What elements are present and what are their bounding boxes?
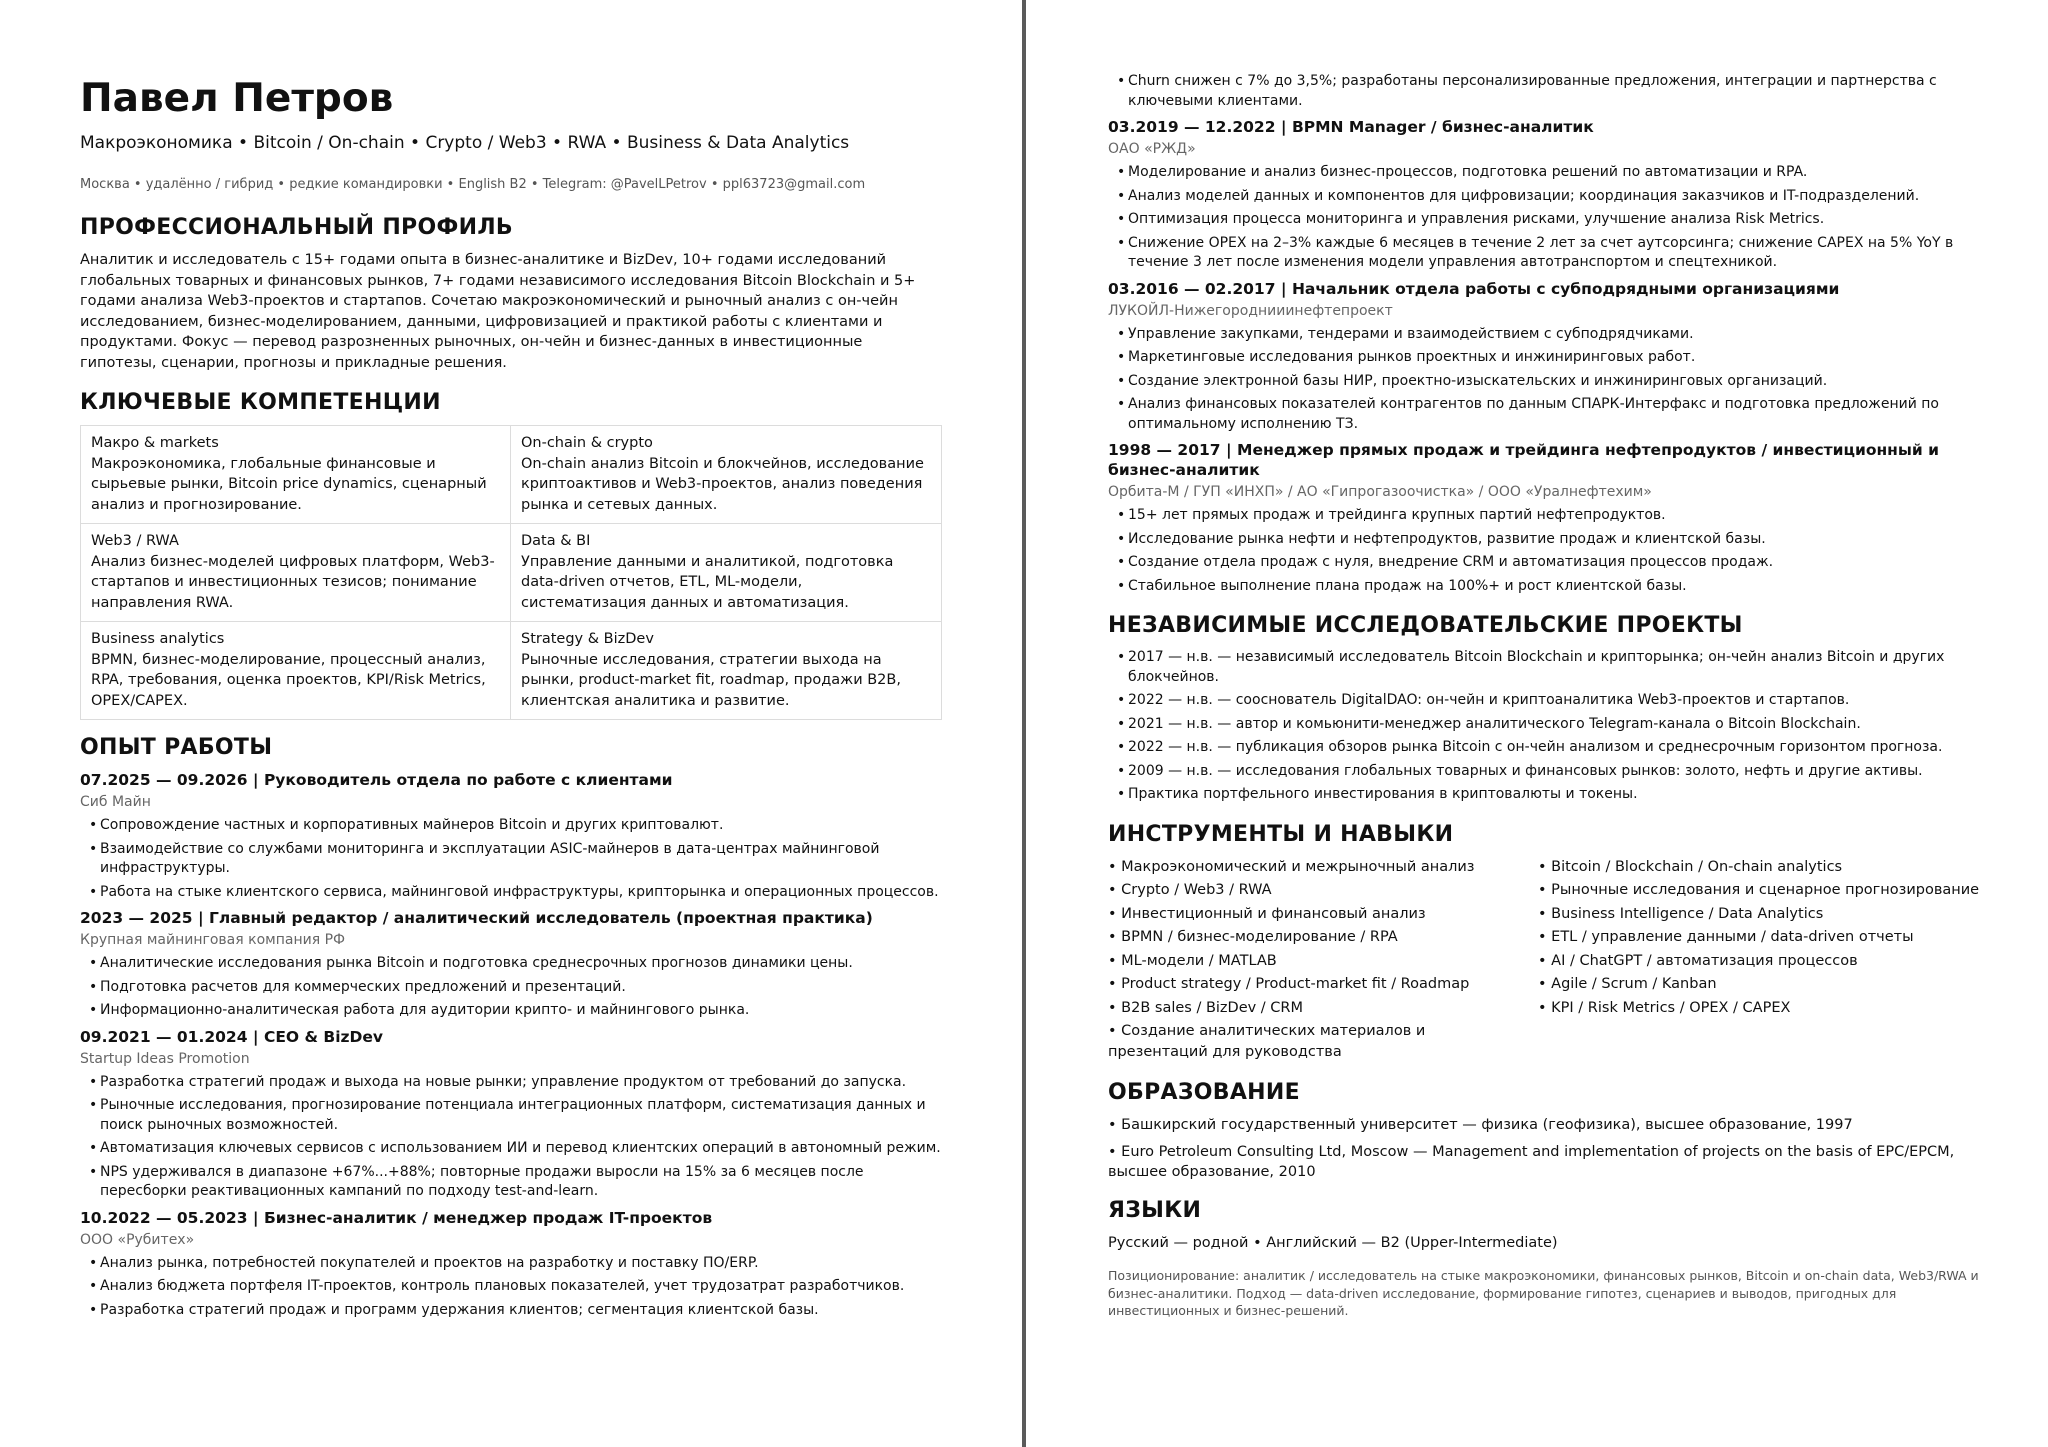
list-item: • Работа на стыке клиентского сервиса, майнинговой инфраструктуры, крипторынка и операционных процессов. (80, 883, 942, 903)
job-entry (80, 1027, 942, 1202)
competency-title: Strategy & BizDev (521, 631, 654, 647)
job-bullets-continued (1108, 72, 1996, 111)
right-page (1028, 0, 2048, 1447)
skill-item: • Bitcoin / Blockchain / On-chain analytics (1538, 858, 1843, 875)
job-title: 07.2025 — 09.2026 | Руководитель отдела по работе с клиентами (80, 771, 673, 789)
list-item: • Стабильное выполнение плана продаж на 100%+ и рост клиентской базы. (1108, 577, 1996, 597)
competency-title: Web3 / RWA (91, 533, 179, 549)
job-bullets (80, 1073, 942, 1202)
list-item: • 2021 — н.в. — автор и комьюнити-менеджер аналитического Telegram-канала о Bitcoin Blockchain. (1108, 715, 1996, 735)
competency-text: Управление данными и аналитикой, подготовка data-driven отчетов, ETL, ML-модели, систематизация данных и автоматизация. (521, 553, 894, 611)
competency-text: BPMN, бизнес-моделирование, процессный анализ, RPA, требования, оценка проектов, KPI/Risk Metrics, OPEX/CAPEX. (91, 651, 486, 709)
job-company: ОАО «РЖД» (1108, 141, 1196, 157)
job-bullets (1108, 325, 1996, 435)
experience-heading: ОПЫТ РАБОТЫ (80, 735, 273, 760)
list-item: • Моделирование и анализ бизнес-процессов, подготовка решений по автоматизации и RPA. (1108, 163, 1996, 183)
education-heading: ОБРАЗОВАНИЕ (1108, 1080, 1300, 1105)
languages-heading: ЯЗЫКИ (1108, 1197, 1202, 1223)
skill-item: • Рыночные исследования и сценарное прогнозирование (1538, 882, 1980, 898)
projects-list (1108, 648, 1996, 805)
skill-item: • Agile / Scrum / Kanban (1538, 976, 1717, 992)
list-item: • Рыночные исследования, прогнозирование потенциала интеграционных платформ, систематизация данных и поиск рыночных возможностей. (80, 1096, 942, 1135)
job-bullets (80, 816, 942, 902)
list-item: • Сопровождение частных и корпоративных майнеров Bitcoin и других криптовалют. (80, 816, 942, 836)
contact-line: Москва • удалённо / гибрид • редкие командировки • English B2 • Telegram: @PavelLPetrov • ppl63723@gmail.com (80, 177, 866, 192)
job-bullets (80, 954, 942, 1021)
skill-item: • Макроэкономический и межрыночный анализ (1108, 858, 1475, 875)
list-item: • Управление закупками, тендерами и взаимодействием с субподрядчиками. (1108, 325, 1996, 345)
competency-title: On-chain & crypto (521, 435, 653, 451)
projects-heading: НЕЗАВИСИМЫЕ ИССЛЕДОВАТЕЛЬСКИЕ ПРОЕКТЫ (1108, 613, 1743, 638)
tools-heading: ИНСТРУМЕНТЫ И НАВЫКИ (1108, 821, 1454, 847)
list-item: • Оптимизация процесса мониторинга и управления рисками, улучшение анализа Risk Metrics. (1108, 210, 1996, 230)
list-item: • Снижение OPEX на 2–3% каждые 6 месяцев в течение 2 лет за счет аутсорсинга; снижение CAPEX на 5% YoY в течение 3 лет после изменения модели управления автотранспортом и спецтехникой. (1108, 234, 1996, 273)
page-divider (1022, 0, 1026, 1447)
list-item: • Маркетинговые исследования рынков проектных и инжиниринговых работ. (1108, 348, 1996, 368)
list-item: • Аналитические исследования рынка Bitcoin и подготовка среднесрочных прогнозов динамики цены. (80, 954, 942, 974)
list-item: • 2017 — н.в. — независимый исследователь Bitcoin Blockchain и крипторынка; он-чейн анализ Bitcoin и других блокчейнов. (1108, 648, 1996, 687)
competency-cell (81, 622, 511, 719)
list-item: • Анализ бюджета портфеля IT-проектов, контроль плановых показателей, учет трудозатрат разработчиков. (80, 1277, 942, 1297)
skill-item: • Business Intelligence / Data Analytics (1538, 905, 1824, 922)
list-item: • 15+ лет прямых продаж и трейдинга крупных партий нефтепродуктов. (1108, 506, 1996, 526)
job-title: 1998 — 2017 | Менеджер прямых продаж и трейдинга нефтепродуктов / инвестиционный и бизнес-аналитик (1108, 441, 1940, 479)
skill-item: • ETL / управление данными / data-driven отчеты (1538, 929, 1914, 945)
competencies-table (80, 425, 942, 720)
list-item: • Взаимодействие со службами мониторинга и эксплуатации ASIC-майнеров в дата-центрах майнинговой инфраструктуры. (80, 840, 942, 879)
competencies-heading: КЛЮЧЕВЫЕ КОМПЕТЕНЦИИ (80, 390, 441, 415)
list-item: • Создание отдела продаж с нуля, внедрение CRM и автоматизация процессов продаж. (1108, 553, 1996, 573)
list-item: • 2009 — н.в. — исследования глобальных товарных и финансовых рынков: золото, нефть и другие активы. (1108, 762, 1996, 782)
candidate-name: Павел Петров (80, 76, 394, 121)
competency-text: Анализ бизнес-моделей цифровых платформ, Web3-стартапов и инвестиционных тезисов; понимание направления RWA. (91, 553, 495, 611)
list-item: • Практика портфельного инвестирования в криптовалюты и токены. (1108, 785, 1996, 805)
tools-grid (1108, 857, 1996, 1066)
competency-cell (511, 426, 941, 524)
profile-text: Аналитик и исследователь с 15+ годами опыта в бизнес-аналитике и BizDev, 10+ годами исследований глобальных товарных и финансовых рынков, 7+ годами независимого исследования Bitcoin Blockchain и 5+ годами анализа Web3-проектов и стартапов. Сочетаю макроэкономический и рыночный анализ с он-чейн исследованием, бизнес-моделированием, данными, цифровизацией и практикой работы с клиентами и продуктами. Фокус — перевод разрозненных рыночных, он-чейн и бизнес-данных в инвестиционные гипотезы, сценарии, прогнозы и прикладные решения. (80, 252, 916, 371)
competency-title: Data & BI (521, 533, 591, 549)
languages-text: Русский — родной • Английский — B2 (Upper-Intermediate) (1108, 1234, 1558, 1251)
list-item: • Создание электронной базы НИР, проектно-изыскательских и инжиниринговых организаций. (1108, 372, 1996, 392)
list-item: • Churn снижен с 7% до 3,5%; разработаны персонализированные предложения, интеграции и партнерства с ключевыми клиентами. (1108, 72, 1996, 111)
list-item: • Информационно-аналитическая работа для аудитории крипто- и майнингового рынка. (80, 1001, 942, 1021)
skill-item: • Создание аналитических материалов и презентаций для руководства (1108, 1023, 1426, 1060)
list-item: • Разработка стратегий продаж и программ удержания клиентов; сегментация клиентской базы. (80, 1301, 942, 1321)
job-bullets (1108, 506, 1996, 596)
job-company: Сиб Майн (80, 794, 151, 810)
job-title: 10.2022 — 05.2023 | Бизнес-аналитик / менеджер продаж IT-проектов (80, 1208, 713, 1227)
competency-text: Макроэкономика, глобальные финансовые и сырьевые рынки, Bitcoin price dynamics, сценарный анализ и прогнозирование. (91, 455, 487, 513)
job-entry (80, 1208, 942, 1321)
job-title: 03.2019 — 12.2022 | BPMN Manager / бизнес-аналитик (1108, 118, 1594, 136)
job-entry (80, 908, 942, 1021)
education-item: • Башкирский государственный университет — физика (геофизика), высшее образование, 1997 (1108, 1117, 1853, 1133)
list-item: • Анализ финансовых показателей контрагентов по данным СПАРК-Интерфакс и подготовка предложений по оптимальному исполнению ТЗ. (1108, 395, 1996, 434)
competency-cell (511, 622, 941, 719)
skill-item: • Product strategy / Product-market fit / Roadmap (1108, 976, 1470, 992)
list-item: • Автоматизация ключевых сервисов с использованием ИИ и перевод клиентских операций в автономный режим. (80, 1139, 942, 1159)
job-title: 03.2016 — 02.2017 | Начальник отдела работы с субподрядными организациями (1108, 279, 1840, 298)
job-title: 09.2021 — 01.2024 | CEO & BizDev (80, 1027, 384, 1046)
list-item: • 2022 — н.в. — публикация обзоров рынка Bitcoin с он-чейн анализом и среднесрочным горизонтом прогноза. (1108, 738, 1996, 758)
list-item: • 2022 — н.в. — сооснователь DigitalDAO: он-чейн и криптоаналитика Web3-проектов и стартапов. (1108, 691, 1996, 711)
competency-cell (511, 524, 941, 622)
competency-title: Макро & markets (91, 435, 219, 451)
job-company: ЛУКОЙЛ-Нижегороднииинефтепроект (1108, 302, 1393, 319)
skill-item: • Инвестиционный и финансовый анализ (1108, 905, 1426, 922)
competency-cell (81, 524, 511, 622)
job-company: Startup Ideas Promotion (80, 1050, 250, 1067)
job-entry (1108, 117, 1996, 273)
competency-text: On-chain анализ Bitcoin и блокчейнов, исследование криптоактивов и Web3-проектов, анализ поведения рынка и сетевых данных. (521, 455, 924, 513)
skill-item: • AI / ChatGPT / автоматизация процессов (1538, 952, 1858, 969)
list-item: • Разработка стратегий продаж и выхода на новые рынки; управление продуктом от требований до запуска. (80, 1073, 942, 1093)
skill-item: • KPI / Risk Metrics / OPEX / CAPEX (1538, 999, 1791, 1016)
competency-title: Business analytics (91, 631, 225, 647)
left-page (0, 0, 1022, 1447)
headline: Макроэкономика • Bitcoin / On-chain • Crypto / Web3 • RWA • Business & Data Analytics (80, 133, 850, 153)
skill-item: • BPMN / бизнес-моделирование / RPA (1108, 929, 1398, 945)
job-company: ООО «Рубитех» (80, 1231, 195, 1248)
job-company: Орбита-М / ГУП «ИНХП» / АО «Гипрогазоочистка» / ООО «Уралнефтехим» (1108, 484, 1652, 500)
list-item: • Подготовка расчетов для коммерческих предложений и презентаций. (80, 978, 942, 998)
education-item: • Euro Petroleum Consulting Ltd, Moscow — Management and implementation of projects on the basis of EPC/EPCM, высшее образование, 2010 (1108, 1143, 1955, 1180)
list-item: • Анализ моделей данных и компонентов для цифровизации; координация заказчиков и IT-подразделений. (1108, 187, 1996, 207)
skill-item: • ML-модели / MATLAB (1108, 952, 1277, 969)
job-title: 2023 — 2025 | Главный редактор / аналитический исследователь (проектная практика) (80, 909, 873, 927)
job-bullets (1108, 163, 1996, 273)
competency-cell (81, 426, 511, 524)
job-bullets (80, 1254, 942, 1321)
competency-text: Рыночные исследования, стратегии выхода на рынки, product-market fit, roadmap, продажи B2B, клиентская аналитика и развитие. (521, 651, 901, 709)
job-entry (1108, 279, 1996, 435)
job-company: Крупная майнинговая компания РФ (80, 932, 346, 948)
profile-heading: ПРОФЕССИОНАЛЬНЫЙ ПРОФИЛЬ (80, 215, 513, 240)
list-item: • Исследование рынка нефти и нефтепродуктов, развитие продаж и клиентской базы. (1108, 530, 1996, 550)
job-entry (1108, 440, 1996, 596)
job-entry (80, 770, 942, 902)
skill-item: • Crypto / Web3 / RWA (1108, 882, 1272, 898)
list-item: • NPS удерживался в диапазоне +67%...+88%; повторные продажи выросли на 15% за 6 месяцев после пересборки реактивационных кампаний по подходу test-and-learn. (80, 1163, 942, 1202)
skill-item: • B2B sales / BizDev / CRM (1108, 999, 1304, 1016)
list-item: • Анализ рынка, потребностей покупателей и проектов на разработку и поставку ПО/ERP. (80, 1254, 942, 1274)
positioning-note: Позиционирование: аналитик / исследователь на стыке макроэкономики, финансовых рынков, Bitcoin и on-chain data, Web3/RWA и бизнес-аналитики. Подход — data-driven исследование, формирование гипотез, сценариев и выводов, пригодных для инвестиционных и бизнес-решений. (1108, 1268, 1979, 1318)
